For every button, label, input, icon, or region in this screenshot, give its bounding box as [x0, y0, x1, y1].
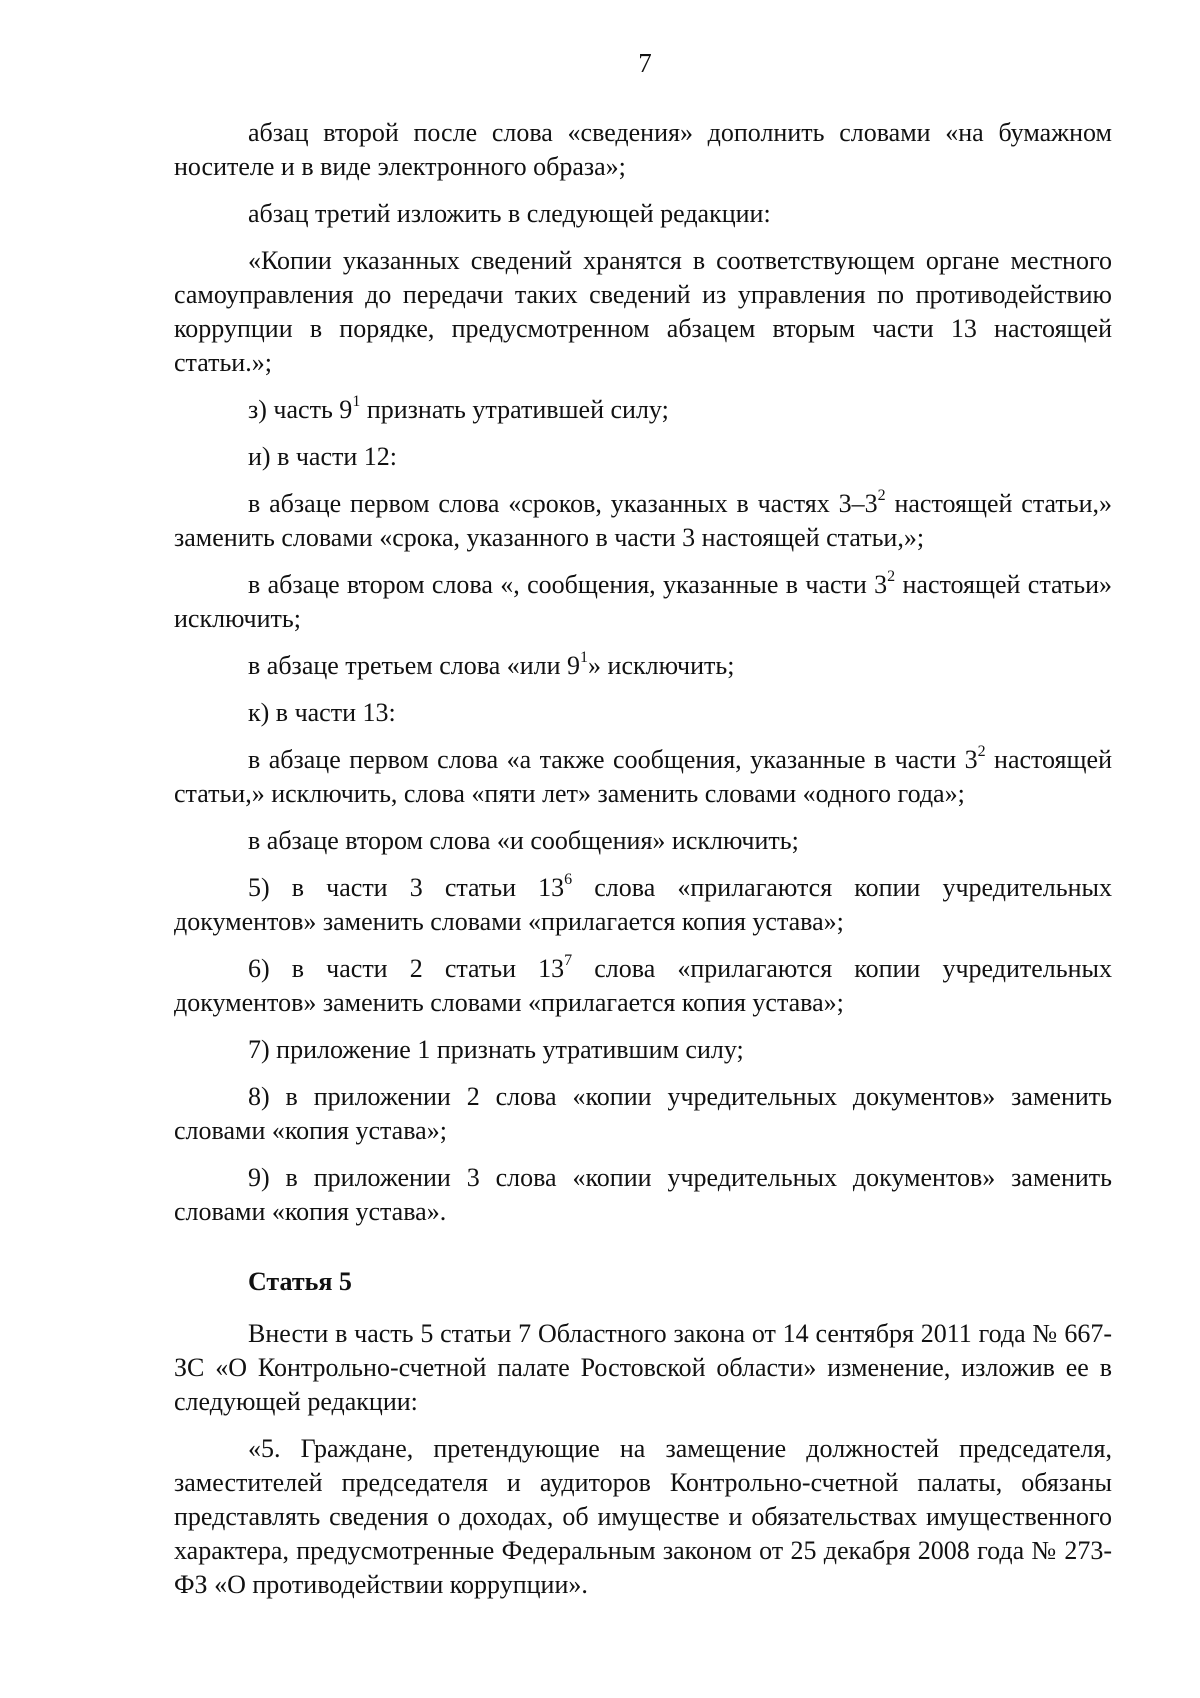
superscript: 1	[580, 649, 589, 667]
paragraph-10	[174, 743, 1112, 811]
superscript: 2	[877, 487, 886, 505]
paragraph-text: 6) в части 2 статьи 13	[248, 954, 565, 983]
paragraph-15	[174, 1080, 1112, 1148]
paragraph-9	[174, 696, 1112, 730]
paragraph-text: з) часть 9	[248, 395, 353, 424]
paragraph-text: «Копии указанных сведений хранятся в соответствующем органе местного самоуправления до передачи таких сведений из управления по противодействию коррупции в порядке, предусмотренном абзацем вторым части 13 настоящей статьи.»;	[174, 246, 1112, 377]
superscript: 2	[887, 568, 896, 586]
paragraph-11	[174, 824, 1112, 858]
paragraph-text: слова «прилагаются копии учредительных документов» заменить словами «прилагается копия устава»;	[174, 954, 1112, 1017]
paragraph-text: 9) в приложении 3 слова «копии учредительных документов» заменить словами «копия устава».	[174, 1163, 1112, 1226]
paragraph-7	[174, 568, 1112, 636]
paragraph-text: абзац второй после слова «сведения» дополнить словами «на бумажном носителе и в виде электронного образа»;	[174, 118, 1112, 181]
article-paragraph-1	[174, 1317, 1112, 1419]
paragraph-text: 8) в приложении 2 слова «копии учредительных документов» заменить словами «копия устава»;	[174, 1082, 1112, 1145]
document-body	[174, 116, 1112, 1615]
paragraph-text: » исключить;	[588, 651, 735, 680]
paragraph-text: в абзаце третьем слова «или 9	[248, 651, 581, 680]
paragraph-text: «5. Граждане, претендующие на замещение должностей председателя, заместителей председателя и аудиторов Контрольно-счетной палаты, обязаны представлять сведения о доходах, об имуществе и обязательствах имущественного характера, предусмотренные Федеральным законом от 25 декабря 2008 года № 273-ФЗ «О противодействии коррупции».	[174, 1434, 1112, 1599]
paragraph-text: к) в части 13:	[248, 698, 396, 727]
paragraph-text: в абзаце втором слова «и сообщения» исключить;	[248, 826, 799, 855]
paragraph-text: в абзаце втором слова «, сообщения, указанные в части 3	[248, 570, 888, 599]
paragraph-text: и) в части 12:	[248, 442, 398, 471]
paragraph-12	[174, 871, 1112, 939]
page-number: 7	[638, 48, 652, 78]
paragraph-1	[174, 116, 1112, 184]
paragraph-text: 7) приложение 1 признать утратившим силу;	[248, 1035, 744, 1064]
paragraph-4	[174, 393, 1112, 427]
superscript: 1	[352, 393, 361, 411]
paragraph-text: 5) в части 3 статьи 13	[248, 873, 565, 902]
paragraph-text: признать утратившей силу;	[360, 395, 669, 424]
paragraph-5	[174, 440, 1112, 474]
paragraph-text: Внести в часть 5 статьи 7 Областного закона от 14 сентября 2011 года № 667-ЗС «О Контрольно-счетной палате Ростовской области» изменение, изложив ее в следующей редакции:	[174, 1319, 1112, 1416]
paragraph-8	[174, 649, 1112, 683]
paragraph-14	[174, 1033, 1112, 1067]
paragraph-16	[174, 1161, 1112, 1229]
paragraph-text: абзац третий изложить в следующей редакции:	[248, 199, 771, 228]
paragraph-text: настоящей статьи,» исключить, слова «пяти лет» заменить словами «одного года»;	[174, 745, 1112, 808]
superscript: 2	[977, 743, 986, 761]
paragraph-text: слова «прилагаются копии учредительных документов» заменить словами «прилагается копия устава»;	[174, 873, 1112, 936]
paragraph-text: настоящей статьи» исключить;	[174, 570, 1112, 633]
paragraph-2	[174, 197, 1112, 231]
superscript: 6	[564, 871, 573, 889]
paragraph-text: настоящей статьи,» заменить словами «срока, указанного в части 3 настоящей статьи,»;	[174, 489, 1112, 552]
paragraph-6	[174, 487, 1112, 555]
article-heading: Статья 5	[248, 1267, 352, 1296]
article-paragraph-2	[174, 1432, 1112, 1602]
superscript: 7	[564, 952, 573, 970]
paragraph-3	[174, 244, 1112, 380]
paragraph-text: в абзаце первом слова «а также сообщения, указанные в части 3	[248, 745, 978, 774]
paragraph-13	[174, 952, 1112, 1020]
paragraph-text: в абзаце первом слова «сроков, указанных в частях 3–3	[248, 489, 878, 518]
